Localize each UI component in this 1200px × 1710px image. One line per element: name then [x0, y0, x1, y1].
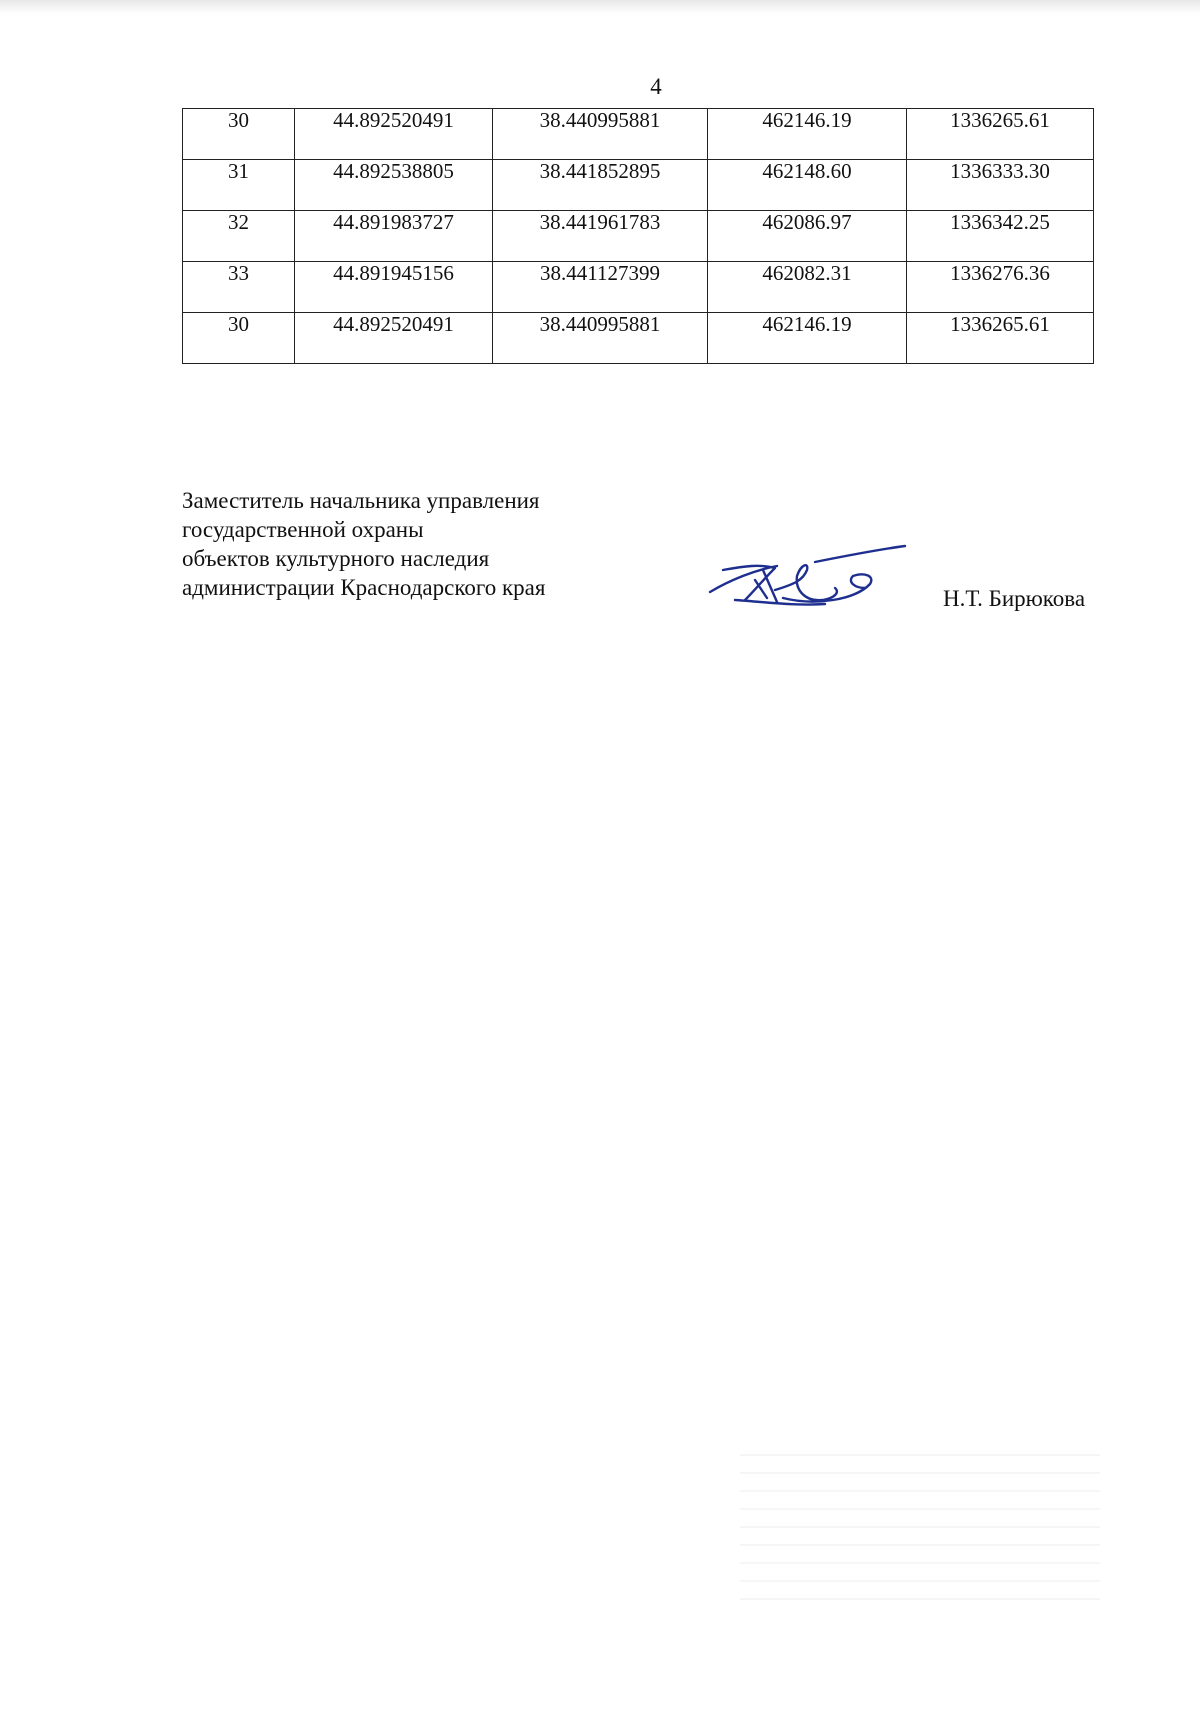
point-number-cell: 30: [183, 313, 295, 364]
point-number-cell: 31: [183, 160, 295, 211]
longitude-cell: 38.441127399: [493, 262, 708, 313]
latitude-cell: 44.892520491: [295, 109, 493, 160]
x-coordinate-cell: 462146.19: [708, 313, 907, 364]
y-coordinate-cell: 1336333.30: [907, 160, 1094, 211]
table-row: [183, 211, 1094, 262]
x-coordinate-cell: 462082.31: [708, 262, 907, 313]
coordinates-table: [182, 108, 1094, 364]
y-coordinate-cell: 1336265.61: [907, 109, 1094, 160]
longitude-cell: 38.440995881: [493, 313, 708, 364]
table-row: [183, 109, 1094, 160]
x-coordinate-cell: 462086.97: [708, 211, 907, 262]
point-number-cell: 33: [183, 262, 295, 313]
longitude-cell: 38.441852895: [493, 160, 708, 211]
x-coordinate-cell: 462146.19: [708, 109, 907, 160]
latitude-cell: 44.892520491: [295, 313, 493, 364]
handwritten-signature: [705, 540, 910, 620]
y-coordinate-cell: 1336276.36: [907, 262, 1094, 313]
latitude-cell: 44.891983727: [295, 211, 493, 262]
point-number-cell: 30: [183, 109, 295, 160]
signatory-name: Н.Т. Бирюкова: [943, 586, 1086, 611]
x-coordinate-cell: 462148.60: [708, 160, 907, 211]
point-number-cell: 32: [183, 211, 295, 262]
latitude-cell: 44.891945156: [295, 262, 493, 313]
table-row: [183, 313, 1094, 364]
faint-stamp-shadow: [740, 1440, 1100, 1600]
signatory-title-line: государственной охраны: [182, 517, 424, 542]
y-coordinate-cell: 1336342.25: [907, 211, 1094, 262]
table-row: [183, 262, 1094, 313]
signatory-title: [182, 486, 545, 602]
latitude-cell: 44.892538805: [295, 160, 493, 211]
y-coordinate-cell: 1336265.61: [907, 313, 1094, 364]
table-row: [183, 160, 1094, 211]
longitude-cell: 38.440995881: [493, 109, 708, 160]
signatory-title-line: администрации Краснодарского края: [182, 575, 546, 600]
longitude-cell: 38.441961783: [493, 211, 708, 262]
signatory-title-line: объектов культурного наследия: [182, 546, 490, 571]
page-number: 4: [650, 74, 662, 99]
signatory-title-line: Заместитель начальника управления: [182, 488, 540, 513]
scan-edge-shadow: [0, 0, 1200, 14]
